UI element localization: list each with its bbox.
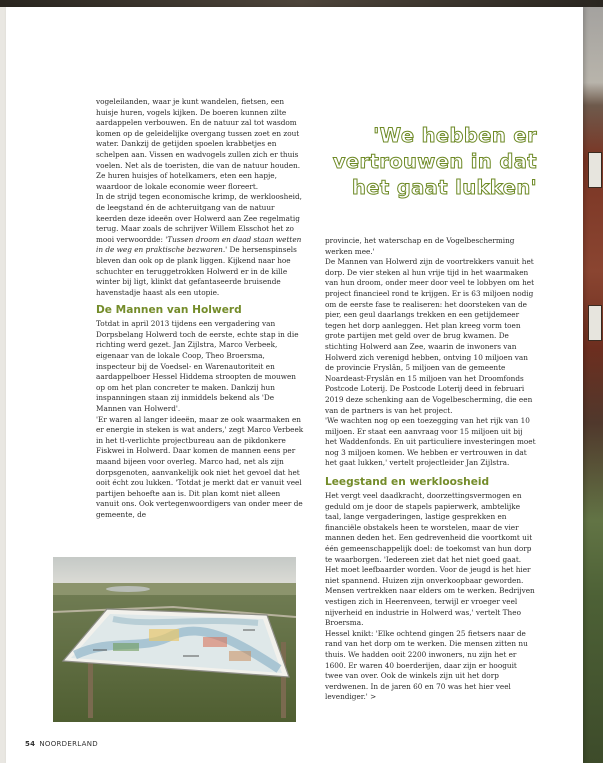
- paragraph: provincie, het waterschap en de Vogelbescherming werken mee.': [325, 236, 515, 256]
- adjacent-page-photo-edge: [583, 7, 603, 763]
- pull-quote: 'We hebben er vertrouwen in dat het gaat lukken': [332, 124, 537, 199]
- section-heading: De Mannen van Holwerd: [96, 304, 242, 317]
- paragraph: Hessel knikt: 'Elke ochtend gingen 25 fietsers naar de rand van het dorp om te werken. Die mensen zitten nu thuis. We hadden ooit 2200 inwoners, nu zijn het er 1600. Er waren 40 boerderijen, daar zijn er hooguit twee van over. Ook de winkels zijn uit het dorp verdwenen. In de jaren 60 en 70 was het hier veel levendiger.' >: [325, 628, 528, 702]
- top-photo-strip: [0, 0, 603, 7]
- page-footer: [25, 740, 98, 748]
- elsschot-quote: 'Tussen droom en daad staan wetten in de weg en praktische bezwaren.': [96, 234, 302, 255]
- paragraph: In de strijd tegen economische krimp, de werkloosheid, de leegstand én de achteruitgang van de natuur keerden deze ideeën over Holwerd aan Zee regelmatig terug. Maar zoals de schrijver Willem Elsschot het zo mooi verwoordde: 'Tussen droom en daad staan wetten in de weg en praktische bezwaren.' De hersenspinsels bleven dan ook op de plank liggen. Kijkend naar hoe schuchter en teruggetrokken Holwerd er in de kille winter bij ligt, klinkt dat gefantaseerde bruisende havenstadje haast als een utopie.: [96, 192, 302, 297]
- article-column-right: [325, 236, 536, 703]
- magazine-name: NOORDERLAND: [39, 740, 98, 748]
- page-number: 54: [25, 740, 36, 748]
- paragraph: vogeleilanden, waar je kunt wandelen, fietsen, een huisje huren, vogels kijken. De boeren kunnen zilte aardappelen verbouwen. En de natuur zal tot wasdom komen op de geleidelijke overgang tussen zoet en zout water. Dankzij de getijden spoelen krabbetjes en schelpen aan. Vissen en wadvogels zullen zich er thuis voelen. Net als de toeristen, die van de natuur houden. Ze huren huisjes of hotelkamers, eten een hapje, waardoor de lokale economie weer floreert.: [96, 97, 301, 191]
- paragraph: 'We wachten nog op een toezegging van het rijk van 10 miljoen. Er staat een aanvraag voor 15 miljoen uit bij het Waddenfonds. En uit particuliere investeringen moet nog 3 miljoen komen. We hebben er vertrouwen in dat het gaat lukken,' vertelt projectleider Jan Zijlstra.: [325, 416, 536, 468]
- paragraph: 'Er waren al langer ideeën, maar ze ook waarmaken en er energie in steken is wat anders,' zegt Marco Verbeek in het tl-verlichte projectbureau aan de pikdonkere Fiskwei in Holwerd. Daar komen de mannen eens per maand bijeen voor overleg. Marco had, net als zijn dorpsgenoten, aanvankelijk ook niet het gevoel dat het ooit écht zou lukken. 'Totdat je merkt dat er vanuit veel partijen behoefte aan is. Dit plan komt niet alleen vanuit ons. Ook vertegenwoordigers van onder meer de gemeente, de: [96, 414, 304, 519]
- paragraph: De Mannen van Holwerd zijn de voortrekkers vanuit het dorp. De vier steken al hun vrije tijd in het waarmaken van hun droom, onder meer door veel te lobbyen om het project financieel rond te krijgen. Er is 63 miljoen nodig om de eerste fase te realiseren: het doorsteken van de pier, een geul daarlangs trekken en een getijdemeer tegen het dorp aanleggen. Het plan kreeg vorm toen grote partijen met geld over de brug kwamen. De stichting Holwerd aan Zee, waarin de inwoners van Holwerd zich verenigd hebben, ontving 10 miljoen van de provincie Fryslân, 5 miljoen van de gemeente Noardeast-Fryslân en 15 miljoen van het Droomfonds Postcode Loterij. De Postcode Loterij deed in februari 2019 deze schenking aan de Vogelbescherming, die een van de partners is van het project.: [325, 257, 535, 415]
- paragraph: Het vergt veel daadkracht, doorzettingsvermogen en geduld om je door de stapels papierwerk, ambtelijke taal, lange vergaderingen, lastige gesprekken en financiële obstakels heen te worstelen, maar de vier mannen deden het. Een gedrevenheid die voortkomt uit één gemeenschappelijk doel: de toekomst van hun dorp te waarborgen. 'Iedereen ziet dat het niet goed gaat. Het moet leefbaarder worden. Voor de jeugd is het hier niet spannend. Huizen zijn onverkoopbaar geworden. Mensen vertrekken naar elders om te werken. Bedrijven vestigen zich in Heerenveen, terwijl er vroeger veel nijverheid en industrie in Holwerd was,' vertelt Theo Broersma.: [325, 491, 535, 628]
- paragraph: Totdat in april 2013 tijdens een vergadering van Dorpsbelang Holwerd toch de eerste, echte stap in die richting werd gezet. Jan Zijlstra, Marco Verbeek, eigenaar van de lokale Coop, Theo Broersma, inspecteur bij de Voedsel- en Warenautoriteit en aardappelboer Hessel Hiddema stroopten de mouwen op om het plan concreter te maken. Dankzij hun inspanningen staan zij inmiddels bekend als 'De Mannen van Holwerd'.: [96, 319, 299, 414]
- section-heading: Leegstand en werkloosheid: [325, 476, 490, 489]
- photo-information-board: [53, 557, 296, 722]
- article-column-left: [96, 97, 304, 521]
